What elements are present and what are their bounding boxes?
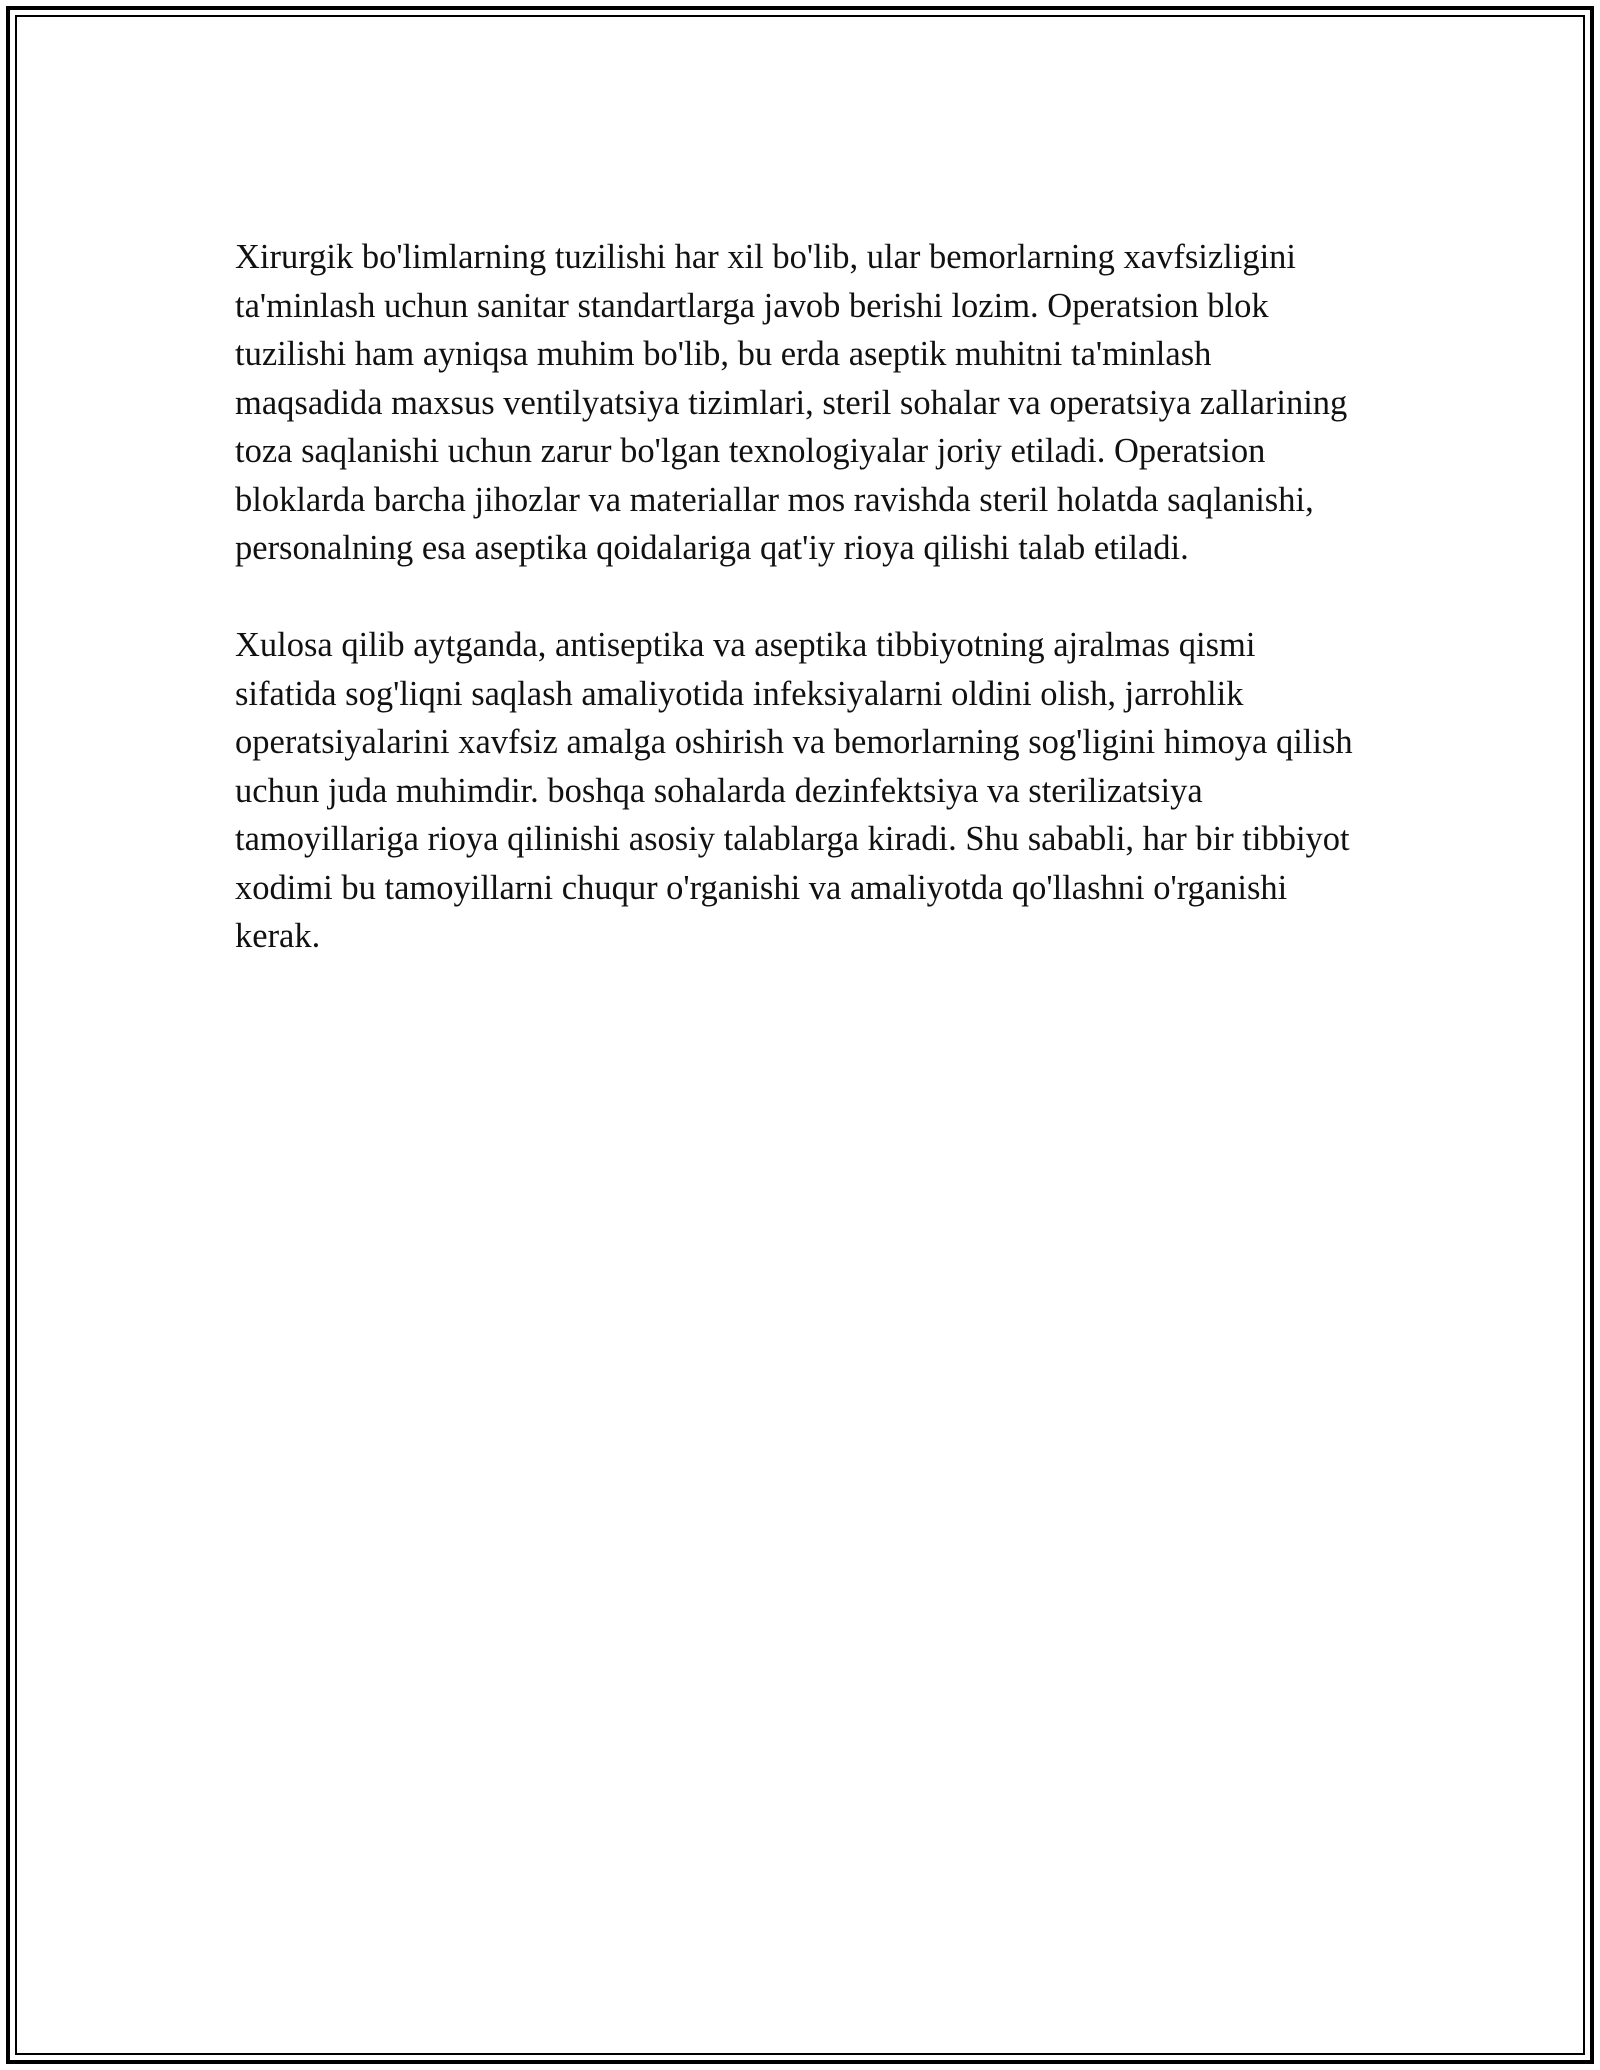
paragraph-surgical-departments: Xirurgik bo'limlarning tuzilishi har xil bo'lib, ular bemorlarning xavfsizligini ta'minlash uchun sanitar standartlarga javob berishi lozim. Operatsion blok tuzilishi ham ayniqsa muhim bo'lib, bu erda aseptik muhitni ta'minlash maqsadida maxsus ventilyatsiya tizimlari, steril sohalar va operatsiya zallarining toza saqlanishi uchun zarur bo'lgan texnologiyalar joriy etiladi. Operatsion bloklarda barcha jihozlar va materiallar mos ravishda steril holatda saqlanishi, personalning esa aseptika qoidalariga qat'iy rioya qilishi talab etiladi. [235,238,1348,567]
paragraph-conclusion: Xulosa qilib aytganda, antiseptika va aseptika tibbiyotning ajralmas qismi sifatida sog'liqni saqlash amaliyotida infeksiyalarni oldini olish, jarrohlik operatsiyalarini xavfsiz amalga oshirish va bemorlarning sog'ligini himoya qilish uchun juda muhimdir. boshqa sohalarda dezinfektsiya va sterilizatsiya tamoyillariga rioya qilinishi asosiy talablarga kiradi. Shu sababli, har bir tibbiyot xodimi bu tamoyillarni chuqur o'rganishi va amaliyotda qo'llashni o'rganishi kerak. [235,626,1353,955]
document-body [235,233,1365,1009]
